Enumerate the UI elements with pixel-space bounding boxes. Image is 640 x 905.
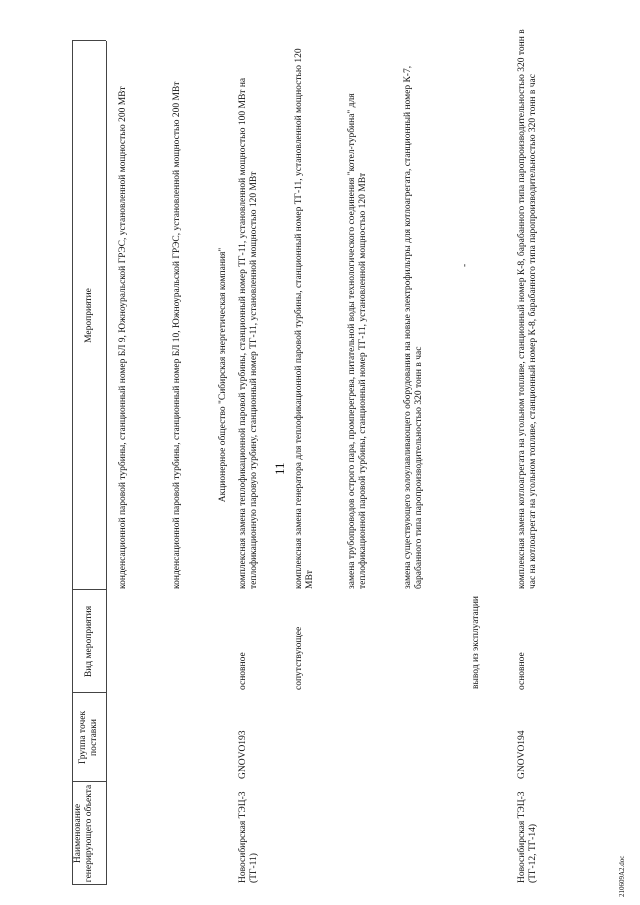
measure-text: комплексная замена котлоагрегата на угольном топливе, станционный номер К-8, барабанного типа паропроизводительностью 320 тонн в час на котлоагрегат на угольном топливе, станционный номер К-8, барабанного типа паропроизводительностью 320 тонн в час [517,29,538,589]
plant-name: Новосибирская ТЭЦ-3 (ТГ-11) [238,791,259,883]
page-number: 11 [272,462,287,475]
delivery-group: GNOVO194 [517,730,527,779]
header-divider [72,589,106,590]
header-border [72,884,106,885]
measure-type: вывод из эксплуатации [471,596,481,690]
continuation-row: конденсационной паровой турбины, станционный номер БЛ 9, Южноуральской ГРЭС, установленной мощностью 200 МВт [118,86,128,589]
header-name: Наименование генерирующего объекта [73,784,94,883]
company-heading: Акционерное общество "Сибирская энергетическая компания" [218,247,228,503]
measure-type: основное [517,652,527,690]
measure-text: замена трубопроводов острого пара, промперегрева, питательной воды технологического соединения "котел-турбина" для теплофикационной паровой турбины, станционный номер ТГ-11, установленной мощностью 120 МВт [347,93,368,589]
stray-mark: - [460,263,470,267]
measure-text: комплексная замена генератора для теплофикационной паровой турбины, станционный номер ТГ-11, установленной мощностью 120 МВт [294,48,315,589]
header-group: Группа точек поставки [78,710,99,765]
continuation-row: конденсационной паровой турбины, станционный номер БЛ 10, Южноуральской ГРЭС, установленной мощностью 200 МВт [172,81,182,589]
header-type: Вид мероприятия [84,605,94,678]
measure-type: сопутствующее [294,626,304,690]
header-measure: Мероприятие [84,288,94,343]
measure-type: основное [238,652,248,690]
footer-code: 210609A2.doc [618,855,626,897]
header-divider [72,692,106,693]
plant-name: Новосибирская ТЭЦ-3 (ТГ-12, ТГ-14) [517,791,538,883]
measure-text: комплексная замена теплофикационной паровой турбины, станционный номер ТГ-11, установленной мощностью 100 МВт на теплофикационную паровую турбину, станционный номер ТГ-11, установленной мощностью 120 МВт [238,77,259,589]
delivery-group: GNOVO193 [238,730,248,779]
header-bottom-rule [106,41,107,885]
header-border [72,40,106,41]
header-divider [72,781,106,782]
header-top-rule [72,41,73,885]
measure-text: замена существующего золоулавливающего оборудования на новые электрофильтры для котлоагрегата, станционный номер К-7, барабанного типа паропроизводительностью 320 тонн в час [403,65,424,589]
